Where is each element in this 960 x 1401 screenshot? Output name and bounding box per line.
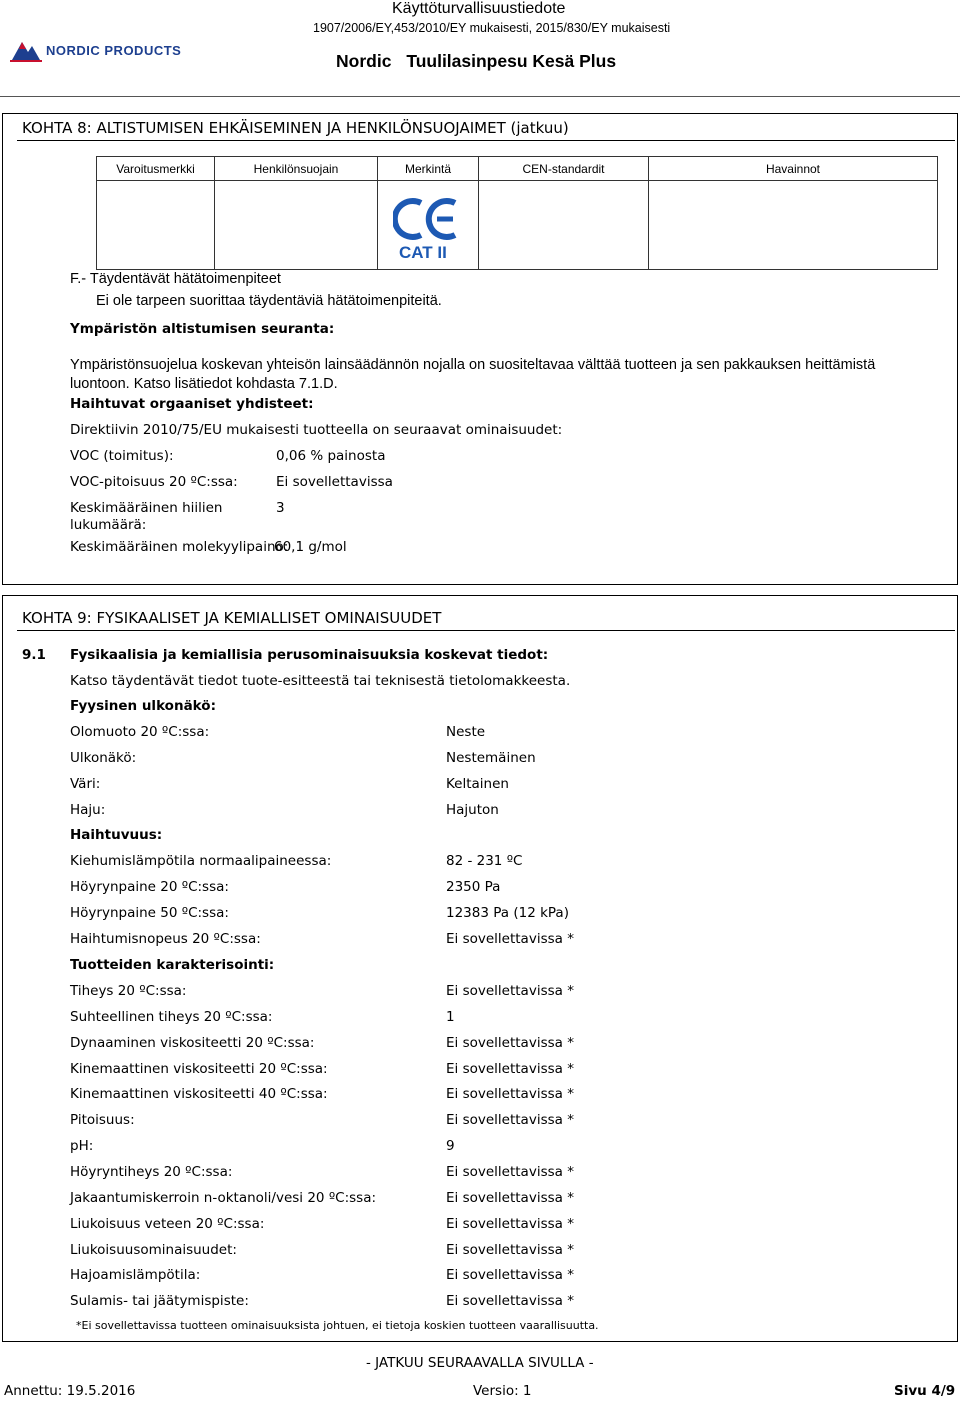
characterization-row-label: Pitoisuus: [70, 1112, 135, 1129]
characterization-title: Tuotteiden karakterisointi: [70, 957, 275, 973]
characterization-row-value: 9 [446, 1138, 455, 1155]
avg-carbon-label-line1: Keskimääräinen hiilien [70, 500, 223, 516]
appearance-title: Fyysinen ulkonäkö: [70, 698, 216, 714]
supplementary-measures-text: Ei ole tarpeen suorittaa täydentäviä hätätoimenpiteitä. [96, 293, 442, 309]
volatility-row-value: 2350 Pa [446, 879, 501, 895]
characterization-row-value: Ei sovellettavissa * [446, 1163, 574, 1180]
volatility-title: Haihtuvuus: [70, 827, 163, 843]
section-9-heading: KOHTA 9: FYSIKAALISET JA KEMIALLISET OMINAISUUDET [22, 609, 442, 627]
characterization-row-label: Suhteellinen tiheys 20 ºC:ssa: [70, 1008, 273, 1025]
ce-mark-icon [393, 197, 459, 245]
appearance-row-label: Haju: [70, 802, 106, 818]
voc-intro: Direktiivin 2010/75/EU mukaisesti tuotteella on seuraavat ominaisuudet: [70, 422, 563, 438]
characterization-row-label: Tiheys 20 ºC:ssa: [70, 983, 187, 999]
voc-title: Haihtuvat orgaaniset yhdisteet: [70, 396, 314, 412]
ppe-col-warning-sign: Varoitusmerkki [96, 156, 215, 181]
version-number: Versio: 1 [473, 1383, 532, 1399]
appearance-row-label: Väri: [70, 776, 101, 792]
ppe-col-protective-equipment: Henkilönsuojain [214, 156, 378, 181]
product-brand: Nordic [336, 51, 392, 71]
avg-molecular-weight-value: 60,1 g/mol [274, 539, 347, 555]
appearance-row-value: Hajuton [446, 802, 499, 818]
characterization-row-value: Ei sovellettavissa * [446, 1060, 574, 1077]
ppe-cell-protective-equipment [214, 180, 378, 270]
characterization-row-label: Liukoisuus veteen 20 ºC:ssa: [70, 1215, 265, 1232]
characterization-row-value: Ei sovellettavissa * [446, 1241, 574, 1258]
appearance-row-label: Olomuoto 20 ºC:ssa: [70, 724, 210, 740]
volatility-row-label: Kiehumislämpötila normaalipaineessa: [70, 853, 332, 869]
ppe-col-marking: Merkintä [377, 156, 479, 181]
characterization-row-value: Ei sovellettavissa * [446, 1215, 574, 1232]
avg-carbon-value: 3 [276, 500, 285, 516]
section-8-heading: KOHTA 8: ALTISTUMISEN EHKÄISEMINEN JA HENKILÖNSUOJAIMET (jatkuu) [22, 119, 569, 137]
env-exposure-text-line1: Ympäristönsuojelua koskevan yhteisön lainsäädännön nojalla on suositeltavaa välttää tuotteen ja sen pakkauksen heittämistä [70, 357, 876, 373]
product-name: Tuulilasinpesu Kesä Plus [406, 51, 617, 71]
appearance-row-value: Neste [446, 724, 486, 740]
volatility-row-value: 12383 Pa (12 kPa) [446, 905, 569, 921]
voc-delivery-value: 0,06 % painosta [276, 448, 386, 464]
characterization-row-label: Dynaaminen viskositeetti 20 ºC:ssa: [70, 1034, 315, 1051]
ppe-cell-warning-sign [96, 180, 215, 270]
voc-content-value: Ei sovellettavissa [276, 474, 393, 490]
appearance-row-value: Keltainen [446, 776, 509, 792]
characterization-row-label: Hajoamislämpötila: [70, 1267, 201, 1284]
characterization-row-value: Ei sovellettavissa * [446, 1293, 574, 1310]
appearance-row-value: Nestemäinen [446, 750, 536, 766]
logo-text: NORDIC PRODUCTS [46, 43, 182, 58]
volatility-row-value: 82 - 231 ºC [446, 853, 523, 869]
voc-content-label: VOC-pitoisuus 20 ºC:ssa: [70, 474, 238, 490]
section-9-underline [17, 630, 955, 631]
avg-carbon-label-line2: lukumäärä: [70, 517, 147, 533]
characterization-row-label: Höyryntiheys 20 ºC:ssa: [70, 1163, 233, 1180]
characterization-row-value: Ei sovellettavissa * [446, 1034, 574, 1051]
avg-molecular-weight-label: Keskimääräinen molekyylipaino: [70, 539, 289, 555]
issued-date: Annettu: 19.5.2016 [4, 1383, 136, 1399]
section-8-underline [17, 140, 955, 141]
characterization-row-value: Ei sovellettavissa * [446, 983, 574, 999]
continued-notice: - JATKUU SEURAAVALLA SIVULLA - [366, 1355, 594, 1371]
volatility-row-value: Ei sovellettavissa * [446, 931, 574, 947]
characterization-row-label: pH: [70, 1138, 94, 1155]
subsection-title: Fysikaalisia ja kemiallisia perusominaisuuksia koskevat tiedot: [70, 647, 549, 663]
characterization-row-label: Kinemaattinen viskositeetti 20 ºC:ssa: [70, 1060, 328, 1077]
page-number: Sivu 4/9 [894, 1383, 956, 1399]
subsection-number: 9.1 [22, 647, 46, 663]
ppe-col-cen-standards: CEN-standardit [478, 156, 649, 181]
ppe-col-observations: Havainnot [648, 156, 938, 181]
voc-delivery-label: VOC (toimitus): [70, 448, 174, 464]
characterization-row-value: Ei sovellettavissa * [446, 1086, 574, 1103]
characterization-row-value: 1 [446, 1008, 455, 1025]
env-exposure-text-line2: luontoon. Katso lisätiedot kohdasta 7.1.D. [70, 376, 338, 392]
section-9-intro: Katso täydentävät tiedot tuote-esitteestä tai teknisestä tietolomakkeesta. [70, 673, 571, 689]
supplementary-measures-title: F.- Täydentävät hätätoimenpiteet [70, 271, 281, 287]
characterization-row-label: Sulamis- tai jäätymispiste: [70, 1293, 249, 1310]
characterization-row-value: Ei sovellettavissa * [446, 1267, 574, 1284]
document-title: Käyttöturvallisuustiedote [392, 0, 566, 17]
characterization-row-label: Liukoisuusominaisuudet: [70, 1241, 237, 1258]
ppe-cell-cen-standards [478, 180, 649, 270]
characterization-row-value: Ei sovellettavissa * [446, 1189, 574, 1206]
company-logo [8, 30, 182, 70]
ppe-cell-observations [648, 180, 938, 270]
ce-category-label: CAT II [399, 243, 447, 262]
product-title [336, 51, 616, 72]
volatility-row-label: Höyrynpaine 50 ºC:ssa: [70, 905, 229, 921]
characterization-row-label: Kinemaattinen viskositeetti 40 ºC:ssa: [70, 1086, 328, 1103]
footnote: *Ei sovellettavissa tuotteen ominaisuuksista johtuen, ei tietoja koskien tuotteen vaarallisuutta. [76, 1319, 599, 1332]
characterization-row-label: Jakaantumiskerroin n-oktanoli/vesi 20 ºC:ssa: [70, 1189, 377, 1206]
appearance-row-label: Ulkonäkö: [70, 750, 137, 766]
header-divider [0, 96, 960, 97]
volatility-row-label: Höyrynpaine 20 ºC:ssa: [70, 879, 229, 895]
regulation-reference: 1907/2006/EY,453/2010/EY mukaisesti, 2015/830/EY mukaisesti [313, 21, 671, 35]
volatility-row-label: Haihtumisnopeus 20 ºC:ssa: [70, 931, 261, 947]
env-exposure-title: Ympäristön altistumisen seuranta: [70, 321, 335, 337]
characterization-row-value: Ei sovellettavissa * [446, 1112, 574, 1129]
